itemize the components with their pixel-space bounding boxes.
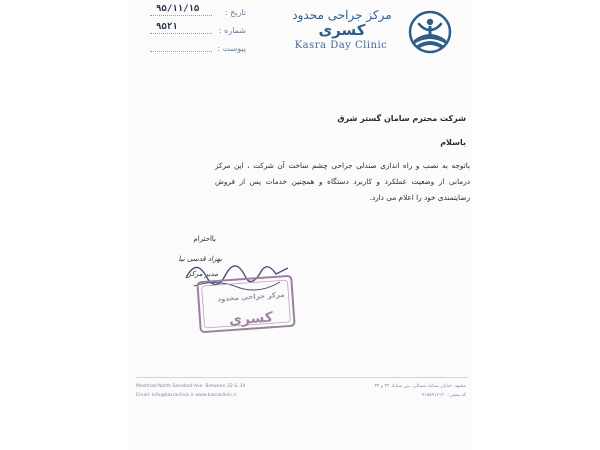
clinic-name-en: Kasra Day Clinic	[294, 40, 388, 51]
signer-title: مدیر مرکز	[187, 270, 218, 278]
body-paragraph: باتوجه به نصب و راه اندازی صندلی جراحی چشم ساخت آن شرکت ، این مرکز درمانی از وضعیت عملکرد و کاربرد دستگاه و همچنین خدمات پس از فروش رضایتمندی خود را اعلام می دارد.	[215, 161, 470, 202]
footer-fa-line1: مشهد، خیابان سناباد شمالی، بین سناباد ۳۲ و ۳۴	[374, 384, 466, 389]
signer-name: بهزاد قدسی نیا	[178, 255, 222, 263]
number-label: شماره :	[218, 26, 246, 35]
clinic-name-fa-line2: کسری	[318, 21, 366, 39]
attachment-dotted-line	[150, 51, 212, 52]
number-field	[150, 24, 246, 38]
footer-divider	[136, 377, 468, 378]
closing: بااحترام	[193, 235, 216, 243]
footer-en-line1: Mashhad North Sanabad Ave. Between 32 & 34	[136, 384, 246, 389]
greeting: باسلام	[440, 138, 466, 147]
clinic-name-fa	[288, 8, 396, 38]
stamp-text-main: کسری	[228, 309, 274, 329]
attachment-label: پیوست :	[217, 44, 246, 53]
recipient: شرکت محترم سامان گستر شرق	[337, 114, 466, 123]
date-dotted-line	[150, 15, 212, 16]
attachment-field	[150, 42, 246, 56]
clinic-logo-icon	[408, 10, 452, 54]
stamp-text-top: مرکز جراحی محدود	[217, 290, 285, 304]
footer-en	[136, 382, 266, 400]
date-value: ۹۵/۱۱/۱۵	[156, 4, 200, 14]
clinic-name-fa-line1: مرکز جراحی محدود	[292, 8, 392, 22]
footer-fa	[270, 382, 466, 400]
number-dotted-line	[150, 33, 212, 34]
footer-fa-line2: کد پستی: ۹۱۸۵۹۱۶۱۲۰	[421, 393, 466, 398]
date-label: تاریخ :	[224, 8, 246, 17]
footer-en-line2: Email: info@kasraclinic.ir www.kasraclinic.ir	[136, 393, 237, 398]
date-field	[150, 6, 246, 20]
number-value: ۹۵۲۱	[156, 22, 178, 32]
